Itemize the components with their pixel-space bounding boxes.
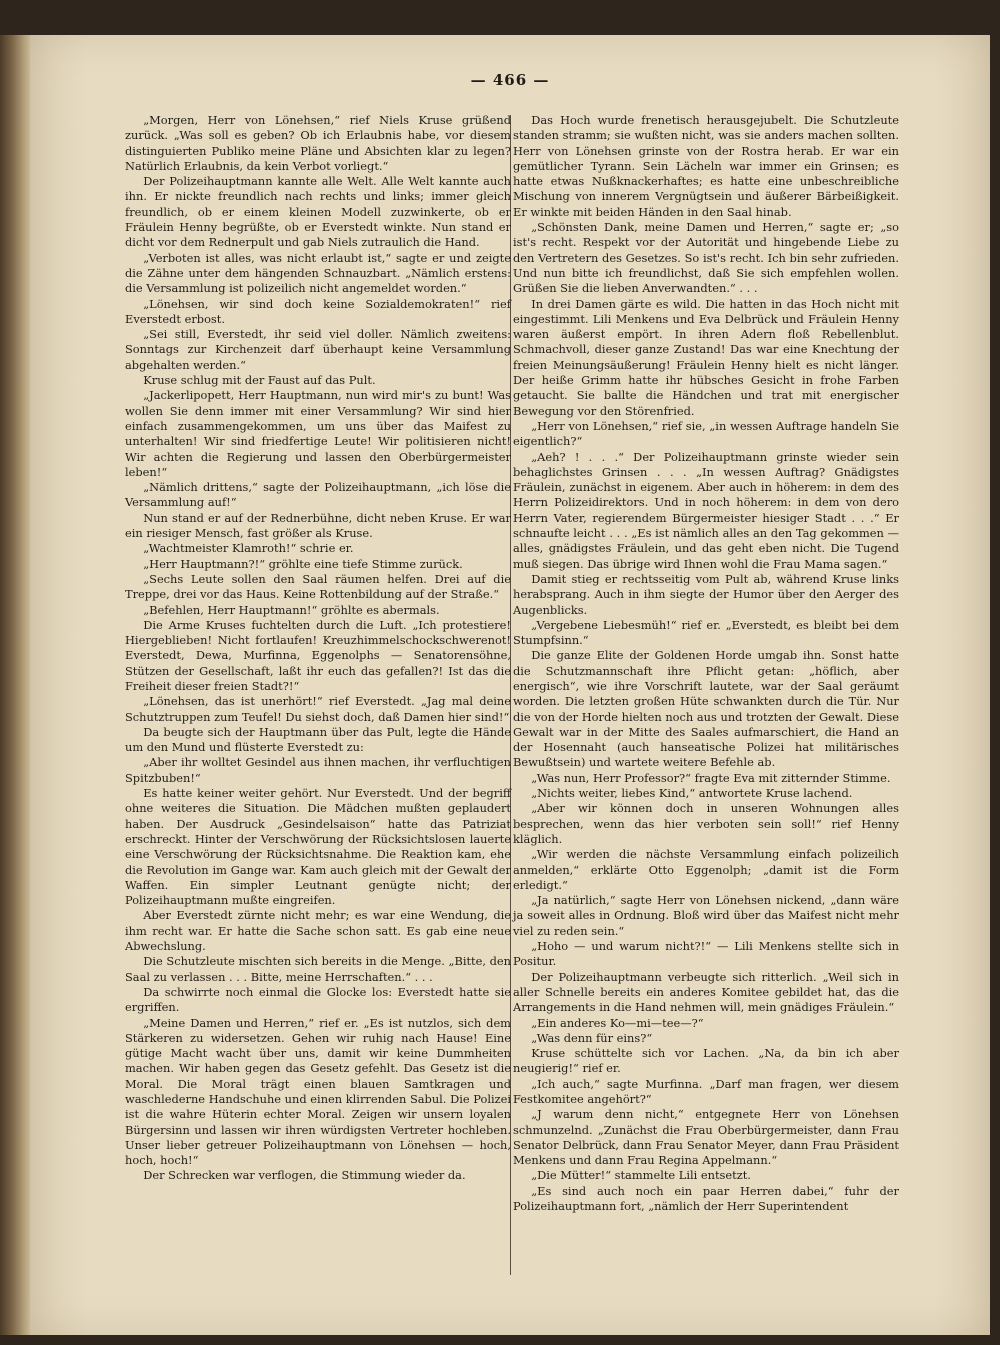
paragraph: „Schönsten Dank, meine Damen und Herren,“ sagte er; „so ist's recht. Respekt vor der Autorität und hingebende Liebe zu den Vertretern des Gesetzes. So ist's recht. Ich bin sehr zufrieden. Und nun bitte ich freundlichst, daß Sie sich empfehlen wollen. Grüßen Sie die lieben Anverwandten.“ . . . — [513, 220, 899, 296]
paragraph: Da schwirrte noch einmal die Glocke los: Everstedt hatte sie ergriffen. — [125, 984, 511, 1015]
book-spine — [0, 35, 34, 1335]
paragraph: „Wir werden die nächste Versammlung einfach polizeilich anmelden,“ erklärte Otto Eggenolph; „damit ist die Form erledigt.“ — [513, 847, 899, 892]
paragraph: „Meine Damen und Herren,“ rief er. „Es ist nutzlos, sich dem Stärkeren zu widersetzen. Gehen wir ruhig nach Hause! Eine gütige Macht wacht über uns, damit wir keine Dummheiten machen. Wir haben gegen das Gesetz gefehlt. Das Gesetz ist die Moral. Die Moral trägt einen blauen Samtkragen und waschlederne Handschuhe und einen klirrenden Sabul. Die Polizei ist die wahre Hüterin echter Moral. Zeigen wir unsern loyalen Bürgersinn und lassen wir ihren würdigsten Vertreter hochleben. Unser lieber getreuer Polizeihauptmann von Lönehsen — hoch, hoch, hoch!“ — [125, 1015, 511, 1168]
paragraph: „Ein anderes Ko—mi—tee—?“ — [531, 1015, 704, 1030]
paragraph: Der Polizeihauptmann kannte alle Welt. Alle Welt kannte auch ihn. Er nickte freundlich nach rechts und links; immer gleich freundlich, ob er einem kleinen Modell zuzwinkerte, ob er Fräulein Henny begrüßte, ob er Everstedt winkte. Nun stand er dicht vor dem Rednerpult und gab Niels zutraulich die Hand. — [125, 174, 511, 250]
paragraph: „Vergebene Liebesmüh!“ rief er. „Everstedt, es bleibt bei dem Stumpfsinn.“ — [513, 617, 899, 648]
page-number: — 466 — — [470, 71, 550, 89]
paragraph: Die Schutzleute mischten sich bereits in die Menge. „Bitte, den Saal zu verlassen . . . Bitte, meine Herrschaften.“ . . . — [125, 954, 511, 984]
paragraph: „Lönehsen, wir sind doch keine Sozialdemokraten!“ rief Everstedt erbost. — [125, 296, 511, 326]
left-column — [125, 113, 511, 1184]
paragraph: „Herr Hauptmann?!“ gröhlte eine tiefe Stimme zurück. — [143, 556, 463, 571]
paragraph: „Lönehsen, das ist unerhört!“ rief Everstedt. „Jag mal deine Schutztruppen zum Teufel! Du siehst doch, daß Damen hier sind!“ — [125, 694, 511, 724]
paragraph: Damit stieg er rechtsseitig vom Pult ab, während Kruse links herabsprang. Auch in ihm siegte der Humor über den Aerger des Augenblicks. — [513, 571, 899, 617]
paragraph: Es hatte keiner weiter gehört. Nur Everstedt. Und der begriff ohne weiteres die Situation. Die Mädchen mußten geplaudert haben. Der Ausdruck „Gesindelsaison“ hatte das Patriziat erschreckt. Hinter der Verschwörung der Rücksichtslosen lauerte eine Verschwörung der Rücksichtsnahme. Die Reaktion kam, ehe die Revolution im Gange war. Kam auch gleich mit der Gewalt der Waffen. Ein simpler Leutnant genügte nicht; der Polizeihauptmann mußte eingreifen. — [125, 786, 511, 908]
paragraph: „Die Mütter!“ stammelte Lili entsetzt. — [531, 1168, 751, 1183]
paragraph: „Was nun, Herr Professor?“ fragte Eva mit zitternder Stimme. — [531, 770, 891, 785]
paragraph: „Jackerlipopett, Herr Hauptmann, nun wird mir's zu bunt! Was wollen Sie denn immer mit einer Versammlung? Wir sind hier einfach zusammengekommen, um uns über das Maifest zu unterhalten! Wir sind friedfertige Leute! Wir politisieren nicht! Wir achten die Regierung und lassen den Oberbürgermeister leben!“ — [125, 388, 511, 479]
paragraph: „Aber ihr wolltet Gesindel aus ihnen machen, ihr verfluchtigen Spitzbuben!“ — [125, 755, 511, 785]
paragraph: Die ganze Elite der Goldenen Horde umgab ihn. Sonst hatte die Schutzmannschaft ihre Pflicht getan: „höflich, aber energisch“, wie ihre Vorschrift lautete, war der Saal geräumt worden. Die letzten großen Hüte schwankten durch die Tür. Nur die von der Horde hielten noch aus und trotzten der Gewalt. Diese Gewalt war in der Mitte des Saales aufmarschiert, die Hand an der Hosennaht (auch hanseatische Polizei hat militärisches Bewußtsein) und wartete weitere Befehle ab. — [513, 648, 899, 770]
paragraph: „Wachtmeister Klamroth!“ schrie er. — [143, 541, 354, 556]
paragraph: „Was denn für eins?“ — [531, 1030, 653, 1045]
paragraph: Der Polizeihauptmann verbeugte sich ritterlich. „Weil sich in aller Schnelle bereits ein anderes Komitee gebildet hat, das die Arrangements in die Hand nehmen will, mein gnädiges Fräulein.“ — [513, 969, 899, 1015]
paragraph: Nun stand er auf der Rednerbühne, dicht neben Kruse. Er war ein riesiger Mensch, fast größer als Kruse. — [125, 510, 511, 541]
paragraph: „Sei still, Everstedt, ihr seid viel doller. Nämlich zweitens: Sonntags zur Kirchenzeit darf überhaupt keine Versammlung abgehalten werden.“ — [125, 327, 511, 372]
paragraph: „Herr von Lönehsen,“ rief sie, „in wessen Auftrage handeln Sie eigentlich?“ — [513, 418, 899, 449]
paragraph: Kruse schüttelte sich vor Lachen. „Na, da bin ich aber neugierig!“ rief er. — [513, 1046, 899, 1076]
paragraph: „Ja natürlich,“ sagte Herr von Lönehsen nickend, „dann wäre ja soweit alles in Ordnung. Bloß wird über das Maifest nicht mehr viel zu reden sein.“ — [513, 893, 899, 938]
paragraph: „Verboten ist alles, was nicht erlaubt ist,“ sagte er und zeigte die Zähne unter dem hängenden Schnauzbart. „Nämlich erstens: die Versammlung ist polizeilich nicht angemeldet worden.“ — [125, 250, 511, 296]
paragraph: „Morgen, Herr von Lönehsen,“ rief Niels Kruse grüßend zurück. „Was soll es geben? Ob ich Erlaubnis habe, vor diesem distinguierten Publiko meine Pläne und Absichten klar zu legen? Natürlich Erlaubnis, da kein Verbot vorliegt.“ — [125, 113, 511, 173]
paragraph: Da beugte sich der Hauptmann über das Pult, legte die Hände um den Mund und flüsterte Everstedt zu: — [125, 724, 511, 755]
paragraph: Das Hoch wurde frenetisch herausgejubelt. Die Schutzleute standen stramm; sie wußten nicht, was sie anders machen sollten. Herr von Lönehsen grinste von der Rostra herab. Er war ein gemütlicher Tyrann. Sein Lächeln war immer ein Grinsen; es hatte etwas Nußknackerhaftes; es hatte eine unbeschreibliche Mischung von innerem Vergnügtsein und äußerer Bärbeißigkeit. Er winkte mit beiden Händen in den Saal hinab. — [513, 113, 899, 219]
paragraph: Kruse schlug mit der Faust auf das Pult. — [143, 373, 376, 388]
paragraph: „Aeh? ! . . .“ Der Polizeihauptmann grinste wieder sein behaglichstes Grinsen . . . „In wessen Auftrag? Gnädigstes Fräulein, zunächst in eigenem. Aber auch in höherem: in dem des Herrn Polizeidirektors. Und in noch höherem: in dem von dero Herrn Vater, regierendem Bürgermeister hiesiger Stadt . . .“ Er schnaufte leicht . . . „Es ist nämlich alles an den Tag gekommen — alles, gnädigstes Fräulein, und das geht eben nicht. Die Tugend muß siegen. Das übrige wird Ihnen wohl die Frau Mama sagen.“ — [513, 449, 899, 571]
book-page — [30, 35, 990, 1335]
paragraph: In drei Damen gärte es wild. Die hatten in das Hoch nicht mit eingestimmt. Lili Menkens und Eva Delbrück und Fräulein Henny waren äußerst empört. In ihren Adern floß Rebellenblut. Schmachvoll, dieser ganze Zustand! Das war eine Knechtung der freien Meinungsäußerung! Fräulein Henny hielt es nicht länger. Der heiße Grimm hatte ihr hübsches Gesicht in frohe Farben getaucht. Sie ballte die Händchen und trat mit energischer Bewegung vor den Störenfried. — [513, 296, 899, 418]
paragraph: Aber Everstedt zürnte nicht mehr; es war eine Wendung, die ihm recht war. Er hatte die Sache schon satt. Es gab eine neue Abwechslung. — [125, 908, 511, 954]
paragraph: „Aber wir können doch in unseren Wohnungen alles besprechen, wenn das hier verboten sein soll!“ rief Henny kläglich. — [513, 801, 899, 846]
paragraph: „J warum denn nicht,“ entgegnete Herr von Lönehsen schmunzelnd. „Zunächst die Frau Oberbürgermeister, dann Frau Senator Delbrück, dann Frau Senator Meyer, dann Frau Präsident Menkens und dann Frau Regina Appelmann.“ — [513, 1107, 899, 1168]
paragraph: „Hoho — und warum nicht?!“ — Lili Menkens stellte sich in Positur. — [513, 939, 899, 969]
paragraph: „Ich auch,“ sagte Murfinna. „Darf man fragen, wer diesem Festkomitee angehört?“ — [513, 1076, 899, 1106]
right-column — [513, 113, 899, 1214]
paragraph: „Nämlich drittens,“ sagte der Polizeihauptmann, „ich löse die Versammlung auf!“ — [125, 480, 511, 510]
paragraph: „Sechs Leute sollen den Saal räumen helfen. Drei auf die Treppe, drei vor das Haus. Keine Rottenbildung auf der Straße.“ — [125, 571, 511, 602]
paragraph: „Nichts weiter, liebes Kind,“ antwortete Kruse lachend. — [531, 786, 853, 801]
paragraph: „Befehlen, Herr Hauptmann!“ gröhlte es abermals. — [143, 602, 440, 617]
paragraph: „Es sind auch noch ein paar Herren dabei,“ fuhr der Polizeihauptmann fort, „nämlich der Herr Superintendent — [513, 1183, 899, 1214]
paragraph: Der Schrecken war verflogen, die Stimmung wieder da. — [143, 1168, 466, 1183]
paragraph: Die Arme Kruses fuchtelten durch die Luft. „Ich protestiere! Hiergeblieben! Nicht fortlaufen! Kreuzhimmelschockschwerenot! Everstedt, Dewa, Murfinna, Eggenolphs — Senatorensöhne, Stützen der Gesellschaft, laßt ihr euch das gefallen?! Ist das die Freiheit dieser freien Stadt?!“ — [125, 617, 511, 693]
